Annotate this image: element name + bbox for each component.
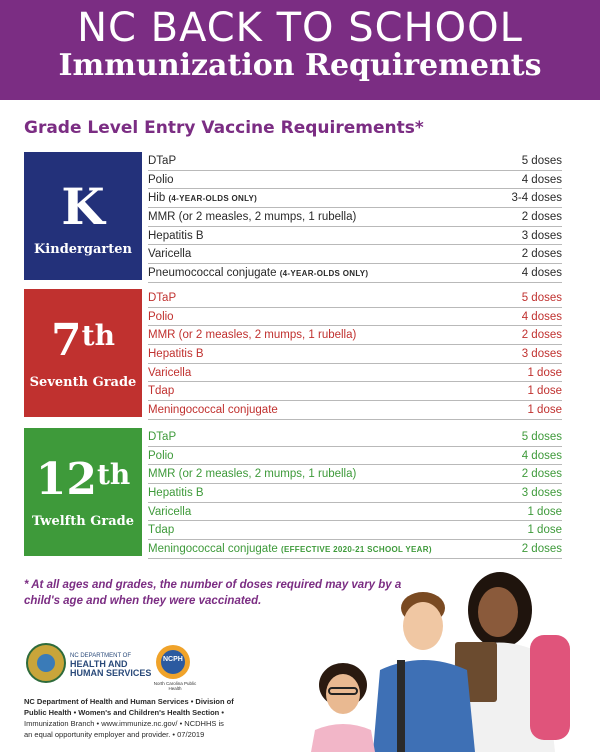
- student-girl-backpack: [530, 635, 570, 740]
- grade-suffix: th: [81, 319, 115, 352]
- vaccine-name: DTaP: [148, 154, 177, 167]
- vaccine-row: [148, 264, 562, 283]
- grade-badge-label: Twelfth Grade: [32, 514, 134, 529]
- vaccine-row: [148, 308, 562, 327]
- vaccine-name: Varicella: [148, 248, 192, 261]
- vaccine-name: Polio: [148, 310, 174, 323]
- vaccine-row: [148, 171, 562, 190]
- vaccine-doses: 2 doses: [521, 248, 562, 261]
- vaccine-name: Hib: [148, 192, 166, 205]
- page-header: [0, 0, 600, 100]
- student-girl-face: [478, 587, 518, 637]
- vaccine-row: [148, 540, 562, 559]
- footnote: * At all ages and grades, the number of doses required may vary by a child's age and when they were vaccinated.: [24, 579, 402, 607]
- vaccine-doses: 3-4 doses: [511, 192, 562, 205]
- vaccine-note: (4-YEAR-OLDS ONLY): [168, 194, 258, 204]
- nc-public-health-letters: NCPH: [163, 656, 183, 663]
- vaccine-doses: 2 doses: [521, 542, 562, 555]
- vaccine-doses: 1 dose: [527, 403, 562, 416]
- vaccine-row: [148, 345, 562, 364]
- credit-line: NC Department of Health and Human Services • Division of: [24, 697, 234, 706]
- vaccine-row: [148, 401, 562, 420]
- vaccine-row: [148, 503, 562, 522]
- vaccine-doses: 4 doses: [521, 266, 562, 279]
- vaccine-doses: 4 doses: [521, 173, 562, 186]
- grade-badge-number: [24, 315, 142, 366]
- vaccine-name: DTaP: [148, 430, 177, 443]
- grade-badge-number: [24, 454, 142, 505]
- grade-number: 12: [35, 454, 97, 505]
- students-photo: [305, 560, 600, 752]
- vaccine-doses: 5 doses: [521, 430, 562, 443]
- vaccine-doses: 3 doses: [521, 229, 562, 242]
- vaccine-row: [148, 484, 562, 503]
- grade-section-twelfth: [24, 428, 562, 559]
- vaccine-row: [148, 447, 562, 466]
- vaccine-name: Hepatitis B: [148, 486, 204, 499]
- vaccine-name: Hepatitis B: [148, 229, 204, 242]
- vaccine-name: MMR (or 2 measles, 2 mumps, 1 rubella): [148, 210, 357, 223]
- vaccine-note: (4-YEAR-OLDS ONLY): [279, 268, 369, 278]
- logo-strip: [26, 643, 306, 691]
- vaccine-doses: 2 doses: [521, 329, 562, 342]
- vaccine-doses: 1 dose: [527, 385, 562, 398]
- vaccine-doses: 2 doses: [521, 468, 562, 481]
- credit-line: an equal opportunity employer and provider. • 07/2019: [24, 730, 205, 739]
- grade-number: 7: [51, 315, 82, 366]
- credit-line: Public Health • Women's and Children's Health Section •: [24, 708, 224, 717]
- student-boy-shirt: [373, 660, 475, 752]
- grade-badge-label: Seventh Grade: [29, 375, 137, 390]
- vaccine-row: [148, 245, 562, 264]
- vaccine-name: Varicella: [148, 505, 192, 518]
- grade-badge-12th: [24, 428, 142, 556]
- header-subtitle: Immunization Requirements: [58, 48, 542, 83]
- vaccine-name: Polio: [148, 173, 174, 186]
- vaccine-doses: 1 dose: [527, 524, 562, 537]
- section-title: Grade Level Entry Vaccine Requirements*: [24, 118, 424, 138]
- vaccine-row: [148, 227, 562, 246]
- grade-section-seventh: [24, 289, 562, 420]
- student-small-girl-shirt: [311, 724, 375, 752]
- student-boy-face: [403, 602, 443, 650]
- vaccine-note: (EFFECTIVE 2020-21 SCHOOL YEAR): [280, 544, 432, 554]
- vaccine-list: [148, 428, 562, 559]
- vaccine-name: MMR (or 2 measles, 2 mumps, 1 rubella): [148, 329, 357, 342]
- header-title: NC BACK TO SCHOOL: [77, 5, 523, 51]
- vaccine-name: DTaP: [148, 291, 177, 304]
- vaccine-name: Polio: [148, 449, 174, 462]
- dhhs-logo-small: NC DEPARTMENT OF: [70, 653, 132, 659]
- vaccine-row: [148, 189, 562, 208]
- vaccine-row: [148, 382, 562, 401]
- vaccine-doses: 5 doses: [521, 291, 562, 304]
- grade-suffix: th: [96, 458, 131, 491]
- vaccine-name: MMR (or 2 measles, 2 mumps, 1 rubella): [148, 468, 357, 481]
- vaccine-doses: 4 doses: [521, 310, 562, 323]
- nc-public-health-logo: [153, 645, 197, 691]
- nc-state-seal-icon: [26, 643, 66, 683]
- vaccine-doses: 3 doses: [521, 347, 562, 360]
- vaccine-row: [148, 326, 562, 345]
- vaccine-row: [148, 208, 562, 227]
- vaccine-list: [148, 289, 562, 420]
- vaccine-name: Meningococcal conjugate: [148, 542, 278, 555]
- vaccine-doses: 4 doses: [521, 449, 562, 462]
- grade-badge-label: Kindergarten: [34, 242, 132, 257]
- grade-badge-7th: [24, 289, 142, 417]
- student-boy-strap: [397, 660, 405, 752]
- vaccine-name: Varicella: [148, 366, 192, 379]
- nc-public-health-caption: North Carolina Public Health: [153, 681, 197, 691]
- vaccine-doses: 2 doses: [521, 210, 562, 223]
- vaccine-row: [148, 364, 562, 383]
- vaccine-row: [148, 289, 562, 308]
- grade-badge-number: K: [61, 177, 105, 236]
- vaccine-row: [148, 152, 562, 171]
- vaccine-doses: 3 doses: [521, 486, 562, 499]
- credit-line: Immunization Branch • www.immunize.nc.gov/ • NCDHHS is: [24, 719, 224, 728]
- vaccine-name: Meningococcal conjugate: [148, 403, 278, 416]
- vaccine-doses: 1 dose: [527, 366, 562, 379]
- vaccine-doses: 5 doses: [521, 154, 562, 167]
- vaccine-doses: 1 dose: [527, 505, 562, 518]
- vaccine-name: Tdap: [148, 385, 175, 398]
- vaccine-list: [148, 152, 562, 283]
- dhhs-logo-line2: HUMAN SERVICES: [70, 668, 152, 678]
- vaccine-row: [148, 428, 562, 447]
- vaccine-row: [148, 465, 562, 484]
- vaccine-name: Hepatitis B: [148, 347, 204, 360]
- vaccine-name: Pneumococcal conjugate: [148, 266, 277, 279]
- grade-badge-k: [24, 152, 142, 280]
- dhhs-logo: [70, 653, 151, 678]
- dhhs-logo-line1: HEALTH AND: [70, 659, 128, 669]
- grade-section-kindergarten: [24, 152, 562, 283]
- vaccine-row: [148, 521, 562, 540]
- credit-block: [24, 696, 314, 740]
- vaccine-name: Tdap: [148, 524, 175, 537]
